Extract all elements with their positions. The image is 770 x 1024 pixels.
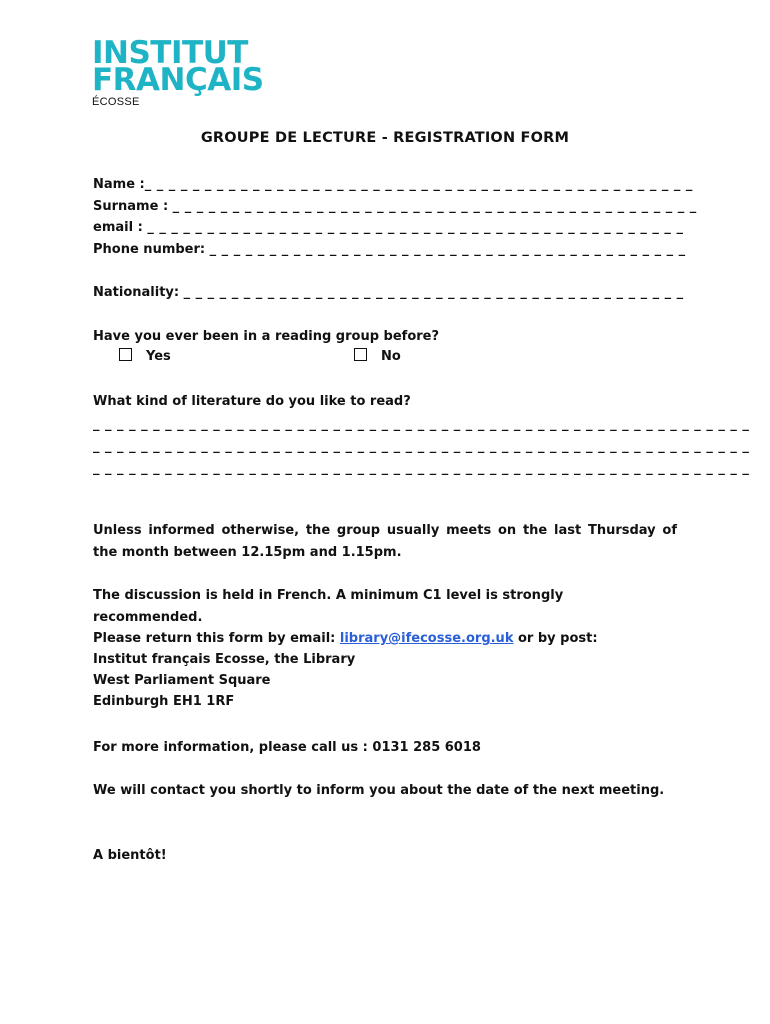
email-label: email : bbox=[93, 220, 148, 235]
name-blank[interactable]: _ _ _ _ _ _ _ _ _ _ _ _ _ _ _ _ _ _ _ _ _ _ _ _ _ _ _ _ _ _ _ _ _ _ _ _ _ _ _ _ _ _ _ _ _ _ bbox=[144, 177, 693, 192]
option-yes[interactable] bbox=[119, 348, 171, 364]
phone-blank[interactable]: _ _ _ _ _ _ _ _ _ _ _ _ _ _ _ _ _ _ _ _ _ _ _ _ _ _ _ _ _ _ _ _ _ _ _ _ _ _ _ _ bbox=[209, 242, 686, 257]
email-link[interactable]: library@ifecosse.org.uk bbox=[339, 631, 514, 646]
language-info: The discussion is held in French. A minimum C1 level is strongly recommended. bbox=[93, 588, 564, 625]
logo-subtitle: ÉCOSSE bbox=[92, 96, 140, 108]
literature-question: What kind of literature do you like to read? bbox=[93, 394, 411, 409]
closing: A bientôt! bbox=[93, 848, 167, 863]
email-field[interactable] bbox=[93, 219, 683, 237]
nationality-label: Nationality: bbox=[93, 285, 184, 300]
name-label: Name : bbox=[93, 177, 145, 192]
contact-info: We will contact you shortly to inform you about the date of the next meeting. bbox=[93, 783, 665, 798]
return-instructions bbox=[93, 628, 677, 712]
nationality-blank[interactable]: _ _ _ _ _ _ _ _ _ _ _ _ _ _ _ _ _ _ _ _ _ _ _ _ _ _ _ _ _ _ _ _ _ _ _ _ _ _ _ _ _ _ bbox=[183, 285, 684, 300]
option-yes-label: Yes bbox=[146, 349, 171, 364]
email-blank[interactable]: _ _ _ _ _ _ _ _ _ _ _ _ _ _ _ _ _ _ _ _ _ _ _ _ _ _ _ _ _ _ _ _ _ _ _ _ _ _ _ _ _ _ _ _ _ bbox=[147, 220, 684, 235]
option-no-label: No bbox=[381, 349, 401, 364]
literature-answer-line-3[interactable]: _ _ _ _ _ _ _ _ _ _ _ _ _ _ _ _ _ _ _ _ _ _ _ _ _ _ _ _ _ _ _ _ _ _ _ _ _ _ _ _ _ _ _ _ _ _ _ _ _ _ _ _ _ _ _ bbox=[93, 461, 750, 476]
surname-blank[interactable]: _ _ _ _ _ _ _ _ _ _ _ _ _ _ _ _ _ _ _ _ _ _ _ _ _ _ _ _ _ _ _ _ _ _ _ _ _ _ _ _ _ _ _ _ bbox=[172, 199, 697, 214]
literature-answer-line-2[interactable]: _ _ _ _ _ _ _ _ _ _ _ _ _ _ _ _ _ _ _ _ _ _ _ _ _ _ _ _ _ _ _ _ _ _ _ _ _ _ _ _ _ _ _ _ _ _ _ _ _ _ _ _ _ _ _ bbox=[93, 439, 750, 454]
form-title: GROUPE DE LECTURE - REGISTRATION FORM bbox=[200, 130, 570, 146]
return-prefix: Please return this form by email: bbox=[93, 631, 340, 646]
reading-group-question: Have you ever been in a reading group before? bbox=[93, 329, 440, 344]
address-line-1: Institut français Ecosse, the Library bbox=[93, 652, 356, 667]
option-no[interactable] bbox=[354, 348, 401, 364]
checkbox-yes[interactable] bbox=[119, 348, 132, 361]
phone-label: Phone number: bbox=[93, 242, 210, 257]
surname-field[interactable] bbox=[93, 198, 697, 216]
logo-line-1: INSTITUT bbox=[92, 35, 248, 71]
name-field[interactable] bbox=[93, 176, 693, 194]
checkbox-no[interactable] bbox=[354, 348, 367, 361]
logo-line-2: FRANÇAIS bbox=[92, 62, 264, 98]
literature-answer-line-1[interactable]: _ _ _ _ _ _ _ _ _ _ _ _ _ _ _ _ _ _ _ _ _ _ _ _ _ _ _ _ _ _ _ _ _ _ _ _ _ _ _ _ _ _ _ _ _ _ _ _ _ _ _ _ _ _ _ bbox=[93, 417, 750, 432]
more-info: For more information, please call us : 0131 285 6018 bbox=[93, 740, 481, 755]
institut-francais-logo bbox=[92, 35, 264, 108]
address-line-2: West Parliament Square bbox=[93, 673, 271, 688]
meeting-info: Unless informed otherwise, the group usually meets on the last Thursday of the month between 12.15pm and 1.15pm. bbox=[93, 523, 677, 560]
phone-field[interactable] bbox=[93, 241, 686, 259]
address-line-3: Edinburgh EH1 1RF bbox=[93, 694, 235, 709]
surname-label: Surname : bbox=[93, 199, 173, 214]
nationality-field[interactable] bbox=[93, 284, 684, 302]
return-suffix: or by post: bbox=[513, 631, 598, 646]
